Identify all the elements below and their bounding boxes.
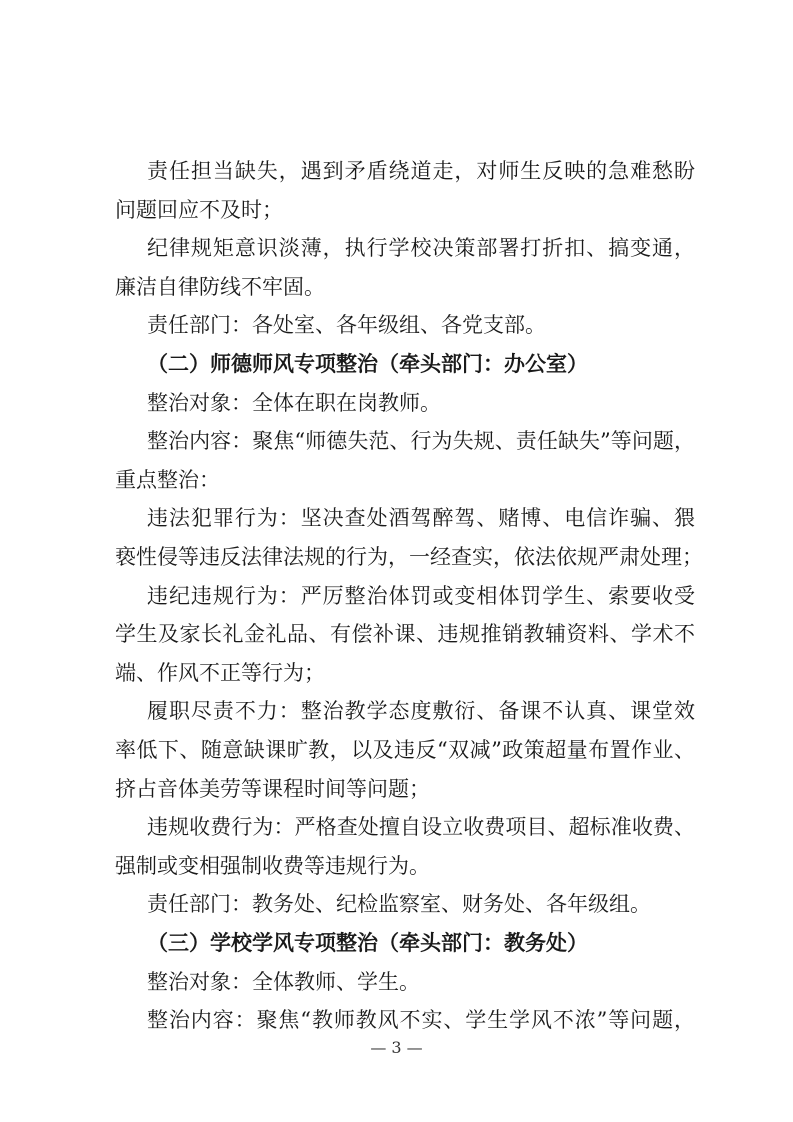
text-line: 廉洁自律防线不牢固。 [115, 275, 325, 299]
text-line: 整治内容：聚焦“教师教风不实、学生学风不浓”等问题， [147, 1008, 695, 1032]
text-line: 履职尽责不力：整治教学态度敷衍、备课不认真、课堂效 [147, 699, 695, 723]
text-line: 责任部门：教务处、纪检监察室、财务处、各年级组。 [147, 892, 651, 916]
section-heading: （二）师德师风专项整治（牵头部门：办公室） [147, 351, 588, 376]
text-line: 重点整治： [115, 468, 220, 492]
text-line: 率低下、随意缺课旷教，以及违反“双减”政策超量布置作业、 [115, 738, 695, 762]
text-line: 挤占音体美劳等课程时间等问题； [115, 777, 430, 801]
text-line: 整治对象：全体在职在岗教师。 [147, 391, 441, 415]
text-line: 强制或变相强制收费等违规行为。 [115, 854, 430, 878]
text-line: 违规收费行为：严格查处擅自设立收费项目、超标准收费、 [147, 815, 695, 839]
text-line: 纪律规矩意识淡薄，执行学校决策部署打折扣、搞变通， [147, 236, 695, 260]
text-line: 问题回应不及时； [115, 198, 283, 222]
page-number: — 3 — [370, 1038, 423, 1057]
section-heading: （三）学校学风专项整治（牵头部门：教务处） [147, 930, 588, 955]
text-line: 责任部门：各处室、各年级组、各党支部。 [147, 313, 546, 337]
text-line: 违纪违规行为：严厉整治体罚或变相体罚学生、索要收受 [147, 584, 695, 608]
text-line: 整治内容：聚焦“师德失范、行为失规、责任缺失”等问题， [147, 429, 695, 453]
text-line: 违法犯罪行为：坚决查处酒驾醉驾、赌博、电信诈骗、猥 [147, 506, 695, 530]
text-line: 端、作风不正等行为； [115, 661, 325, 685]
text-line: 责任担当缺失，遇到矛盾绕道走，对师生反映的急难愁盼 [147, 159, 695, 183]
text-line: 学生及家长礼金礼品、有偿补课、违规推销教辅资料、学术不 [115, 622, 695, 646]
text-line: 亵性侵等违反法律法规的行为，一经查实，依法依规严肃处理； [115, 545, 703, 569]
text-line: 整治对象：全体教师、学生。 [147, 970, 420, 994]
